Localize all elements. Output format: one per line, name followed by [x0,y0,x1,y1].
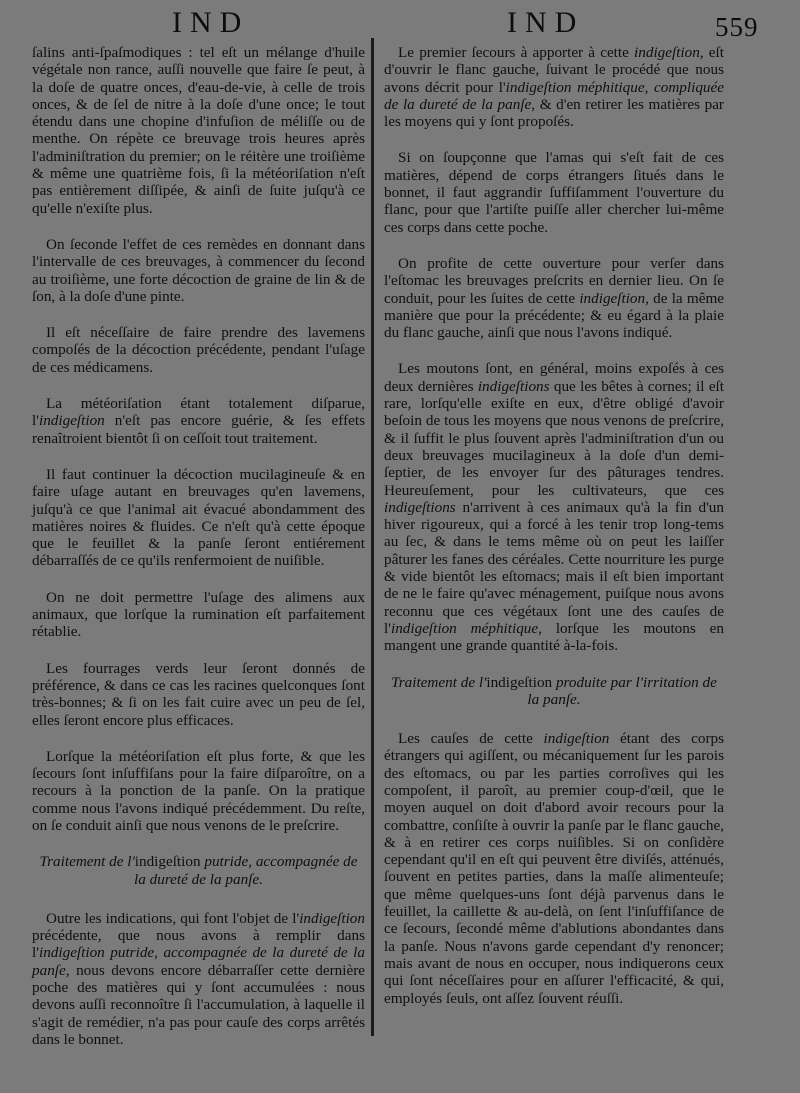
paragraph [384,44,724,130]
text-run: étant des corps étrangers qui agiſſent, ou mécaniquement ſur les parois des eſtomacs, ou par les parties corroſives qui les compoſent, il paroît, au premier coup-d'œil, que le moyen auquel on doit d'abord avoir recours pour la combattre, conſiſte à ouvrir la panſe par le flanc gauche, & à en retirer ces corps nuiſibles. Si on conſidère cependant qu'il en eſt qui peuvent être diviſés, atténués, ſouvent en petites parties, dans la maſſe alimenteuſe; que même quelques-uns ſont déjà parvenus dans le feuillet, la caillette & au-delà, on ſent l'inſuffiſance de ce ſecours, ſecondé même d'ablutions abondantes dans la panſe. Nous n'avons garde cependant d'y renoncer; mais avant de nous en occuper, nous indiquerons ceux qui ſont néceſſaires pour en aſſurer l'efficacité, & qui, employés ſeuls, ont aſſez ſouvent réuſſi. [384,730,725,1007]
text-run: indigeſtion [134,853,201,871]
text-run: n'arrivent à ces animaux qu'à la fin d'un hiver rigoureux, qui a forcé à les tenir trop long-tems au ſec, & dans le tems même où on peut les laiſſer pâturer les fanes des céréales. Cette nourriture les purge & vide bientôt les eſtomacs; mais il eſt bien important de ne le faire qu'avec ménagement, puiſque nous avons reconnu que ces végétaux ſont une des cauſes de l' [384,498,724,637]
paragraph: On ſeconde l'effet de ces remèdes en donnant dans l'intervalle de ces breuvages, à commencer du ſecond au troiſième, une forte décoction de graine de lin & de ſon, à la doſe d'une pinte. [32,235,365,305]
text-run: , de la même manière que pour la précédente; & eu égard à la plaie du flanc gauche, ainſi que nous l'avons indiqué. [384,289,724,342]
section-heading [32,853,365,888]
italic-term: indigeſtions [384,498,456,516]
paragraph [384,730,724,1007]
text-run: putride, accompagnée de la dureté de la panſe. [134,853,358,888]
text-run: Les cauſes de cette [398,730,544,748]
paragraph: ſalins anti-ſpaſmodiques : tel eſt un mélange d'huile végétale non rance, auſſi nouvelle que faire ſe peut, à la doſe de quatre onces, d'eau-de-vie, à celle de trois onces, & de ſel de nitre à la doſe d'une once; le tout étendu dans une chopine d'infuſion de méliſſe ou de menthe. On répète ce breuvage trois heures après l'adminiſtration du premier; on le réitère une troiſième & même une quatrième fois, ſi la météoriſation n'eſt pas entièrement diſſipée, & ainſi de ſuite juſqu'à ce qu'elle n'exiſte plus. [32,44,365,217]
text-run: Traitement de l' [391,673,487,691]
italic-term: indigeſtion [299,909,365,927]
text-run: produite par l'irritation de la panſe. [527,673,717,708]
column-divider [371,38,374,1036]
text-run: Outre les indications, qui font l'objet de l' [46,909,300,927]
text-run: n'eſt pas encore guérie, & ſes effets renaîtroient bientôt ſi on ceſſoit tout traitement. [32,412,365,447]
italic-term: indigeſtion [634,44,700,61]
page-number: 559 [715,12,759,42]
text-run: Le premier ſecours à apporter à cette [398,44,635,61]
text-run: , lorſque les moutons en mangent une grande quantité à-la-fois. [384,619,724,655]
right-column [384,44,724,1026]
paragraph: Lorſque la météoriſation eſt plus forte, & que les ſecours ſont inſuffiſans pour la faire diſparoître, on a recours à la ponction de la panſe. On la pratique comme nous l'avons indiqué précédemment. Du reſte, on ſe conduit ainſi que nous venons de le preſcrire. [32,747,365,834]
italic-term: indigeſtion [543,730,610,748]
text-run: précédente, que nous avons à remplir dans l' [32,927,365,962]
text-run: On profite de cette ouverture pour verſer dans l'eſtomac les breuvages preſcrits en dernier lieu. On ſe conduit, pour les ſuites de cette [384,254,724,307]
paragraph [32,395,365,447]
italic-term: indigeſtions [477,377,550,395]
section-heading [384,674,724,709]
italic-term: indigeſtion [38,412,105,430]
left-column [32,44,365,1067]
text-run: Les moutons ſont, en général, moins expoſés à ces deux dernières [384,360,724,395]
text-run: , eſt d'ouvrir le flanc gauche, ſuivant le procédé que nous avons décrit pour l' [384,44,724,96]
running-head-right: IND [507,6,585,39]
text-run: que les bêtes à cornes; il eſt rare, lorſqu'elle exiſte en eux, d'être obligé d'avoir beſoin de tous les moyens que nous venons de preſcrire, & il ſuffit le plus ſouvent après l'adminiſtration d'un ou deux breuvages mucilagineux à la doſe d'un demi-ſeptier, de les envoyer ſur des pâturages tendres. Heureuſement, pour les cultivateurs, que ces [384,377,724,499]
paragraph: Il faut continuer la décoction mucilagineuſe & en faire uſage autant en breuvages qu'en lavemens, juſqu'à ce que l'animal ait évacué abondamment des matières noires & fluides. Ce n'eſt qu'à cette époque que le feuillet & la panſe ſeront entiérement débarraſſés de ce qu'ils renfermoient de nuiſible. [32,465,365,570]
paragraph [32,910,365,1048]
italic-term: indigeſtion [579,289,646,307]
text-run: Traitement de l' [39,853,135,871]
italic-term: indigeſtion méphitique, compliquée de la dureté de la panſe [384,78,724,113]
text-run: indigeſtion [486,673,553,691]
paragraph [384,255,724,341]
text-run: , & d'en retirer les matières par les moyens qui y ſont propoſés. [384,95,724,131]
running-head-left: IND [172,6,250,39]
text-run: La météoriſation étant totalement diſparue, l' [32,395,365,430]
italic-term: indigeſtion putride, accompagnée de la dureté de la panſe [32,944,365,979]
text-run: , nous devons encore débarraſſer cette dernière poche des matières qui y ſont accumulées : nous devons auſſi reconnoître ſi l'accumulation, à laquelle il s'agit de remédier, n'a pas pour cauſe des corps arrêtés dans le bonnet. [32,961,365,1048]
paragraph [384,360,724,654]
paragraph: Si on ſoupçonne que l'amas qui s'eſt fait de ces matières, dépend de corps étrangers ſitués dans le bonnet, il faut aggrandir ſuffiſamment l'ouverture du flanc, pour que l'artiſte puiſſe aller chercher lui-même ces corps dans cette poche. [384,149,724,236]
italic-term: indigeſtion méphitique [390,619,539,637]
paragraph: On ne doit permettre l'uſage des alimens aux animaux, que lorſque la rumination eſt parfaitement rétablie. [32,588,365,641]
paragraph: Les fourrages verds leur ſeront donnés de préférence, & dans ce cas les racines quelconques ſont très-bonnes; & ſi on les fait cuire avec un peu de ſel, elles ſeront encore plus efficaces. [32,659,365,729]
paragraph: Il eſt néceſſaire de faire prendre des lavemens compoſés de la décoction précédente, pendant l'uſage de ces médicamens. [32,324,365,376]
